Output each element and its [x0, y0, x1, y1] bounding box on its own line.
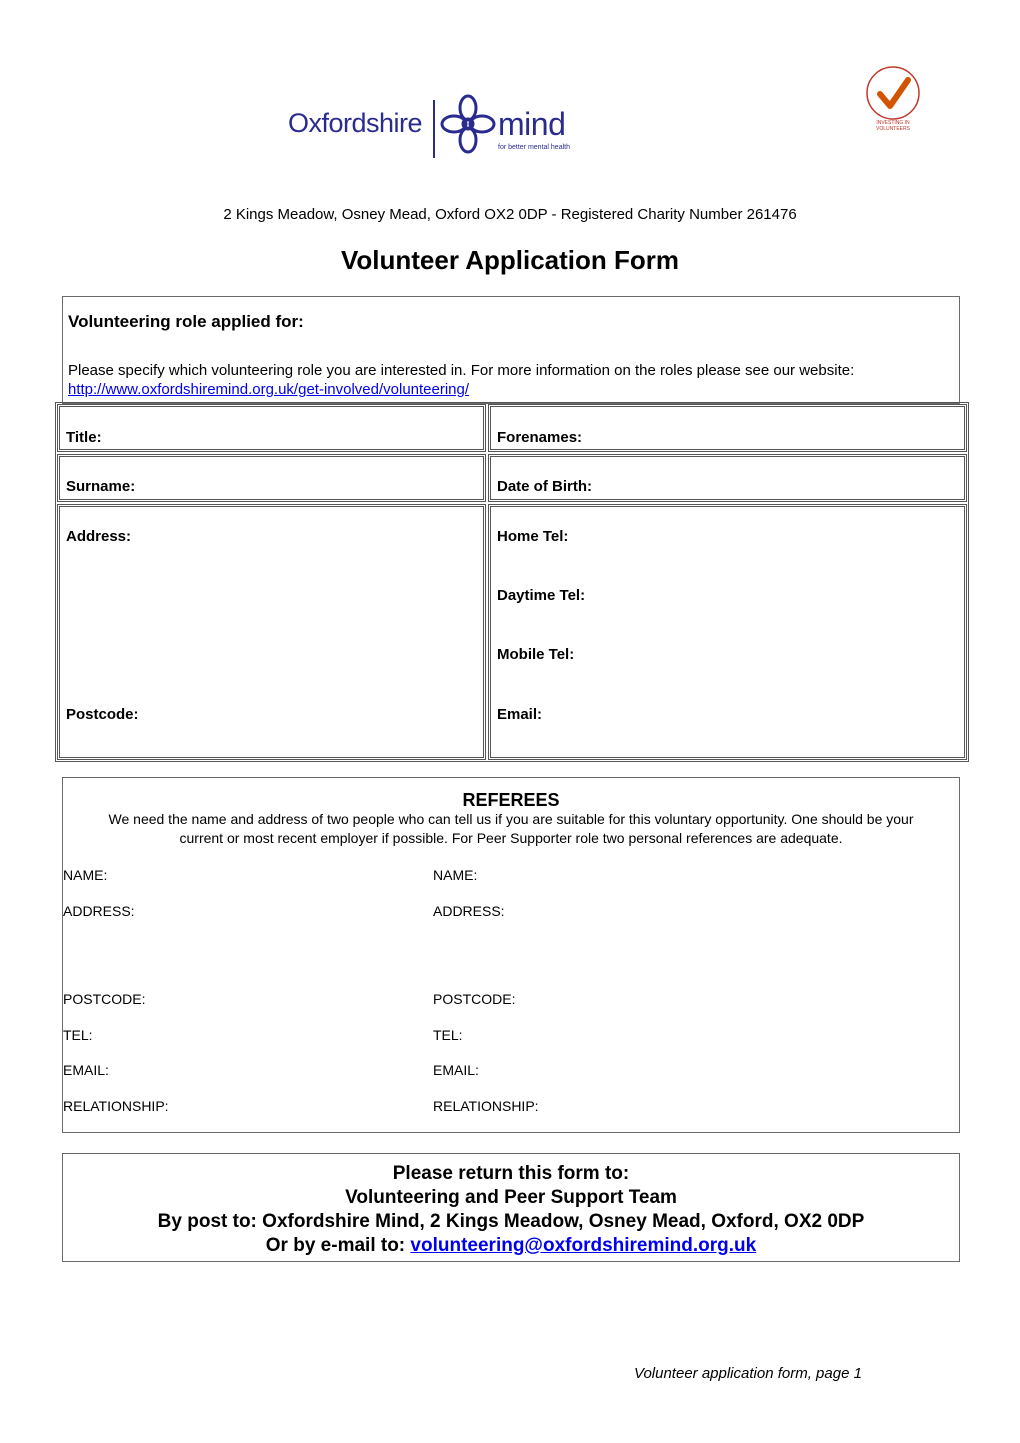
- oxfordshire-mind-logo: [288, 92, 578, 164]
- volunteering-email-link[interactable]: volunteering@oxfordshiremind.org.uk: [410, 1235, 757, 1256]
- referee-1-name-label: NAME:: [63, 867, 108, 883]
- logo-text: Oxfordshire: [288, 108, 423, 138]
- email-label: Email:: [497, 706, 543, 723]
- referee-1-relationship-label: RELATIONSHIP:: [63, 1098, 169, 1114]
- referees-heading: REFEREES: [462, 790, 560, 810]
- referee-1-tel-label: TEL:: [63, 1027, 93, 1043]
- surname-cell[interactable]: [57, 454, 486, 502]
- dob-label: Date of Birth:: [497, 478, 592, 495]
- referee-2-email-label: EMAIL:: [433, 1062, 479, 1078]
- contact-cell[interactable]: [488, 504, 967, 760]
- return-line-1: Please return this form to:: [392, 1163, 630, 1184]
- form-title: Volunteer Application Form: [340, 245, 679, 275]
- role-description: [68, 361, 948, 399]
- role-heading: Volunteering role applied for:: [68, 312, 304, 331]
- referee-2-relationship-label: RELATIONSHIP:: [433, 1098, 539, 1114]
- volunteering-website-link[interactable]: http://www.oxfordshiremind.org.uk/get-involved/volunteering/: [68, 381, 470, 398]
- referee-2-tel-label: TEL:: [433, 1027, 463, 1043]
- investing-in-volunteers-badge: [860, 60, 926, 132]
- return-email-prefix: Or by e-mail to:: [265, 1235, 411, 1256]
- charity-address-line: 2 Kings Meadow, Osney Mead, Oxford OX2 0DP - Registered Charity Number 261476: [223, 206, 797, 223]
- forenames-label: Forenames:: [497, 429, 583, 446]
- forenames-cell[interactable]: [488, 404, 967, 452]
- mind-flower-icon: [440, 94, 496, 154]
- referee-1-address-label: ADDRESS:: [63, 903, 135, 919]
- referee-1-email-label: EMAIL:: [63, 1062, 109, 1078]
- surname-label: Surname:: [66, 478, 136, 495]
- title-cell[interactable]: [57, 404, 486, 452]
- referee-2-address-label: ADDRESS:: [433, 903, 505, 919]
- postcode-label: Postcode:: [66, 706, 139, 723]
- return-line-2: Volunteering and Peer Support Team: [345, 1187, 677, 1208]
- referee-2-name-label: NAME:: [433, 867, 478, 883]
- return-line-3: By post to: Oxfordshire Mind, 2 Kings Meadow, Osney Mead, Oxford, OX2 0DP: [157, 1211, 865, 1232]
- logo-tagline: for better mental health: [498, 144, 570, 151]
- address-cell[interactable]: [57, 504, 486, 760]
- return-line-4: [62, 1235, 960, 1257]
- badge-text: INVESTING IN VOLUNTEERS: [876, 120, 910, 132]
- referees-desc-line-1: We need the name and address of two people who can tell us if you are suitable for this voluntary opportunity. One should be your: [108, 811, 914, 827]
- mobile-tel-label: Mobile Tel:: [497, 646, 575, 663]
- address-label: Address:: [66, 528, 132, 545]
- iiv-badge-icon: [860, 60, 926, 126]
- page-footer: Volunteer application form, page 1: [634, 1365, 862, 1382]
- dob-cell[interactable]: [488, 454, 967, 502]
- referees-description: [62, 810, 960, 848]
- referees-desc-line-2: current or most recent employer if possible. For Peer Supporter role two personal references are adequate.: [179, 830, 843, 846]
- role-description-text: Please specify which volunteering role you are interested in. For more information on the roles please see our website:: [68, 362, 855, 379]
- home-tel-label: Home Tel:: [497, 528, 569, 545]
- referee-2-postcode-label: POSTCODE:: [433, 991, 516, 1007]
- logo-divider: [433, 100, 435, 158]
- daytime-tel-label: Daytime Tel:: [497, 587, 586, 604]
- title-label: Title:: [66, 429, 102, 446]
- logo-word: mind: [498, 106, 566, 142]
- referee-1-postcode-label: POSTCODE:: [63, 991, 146, 1007]
